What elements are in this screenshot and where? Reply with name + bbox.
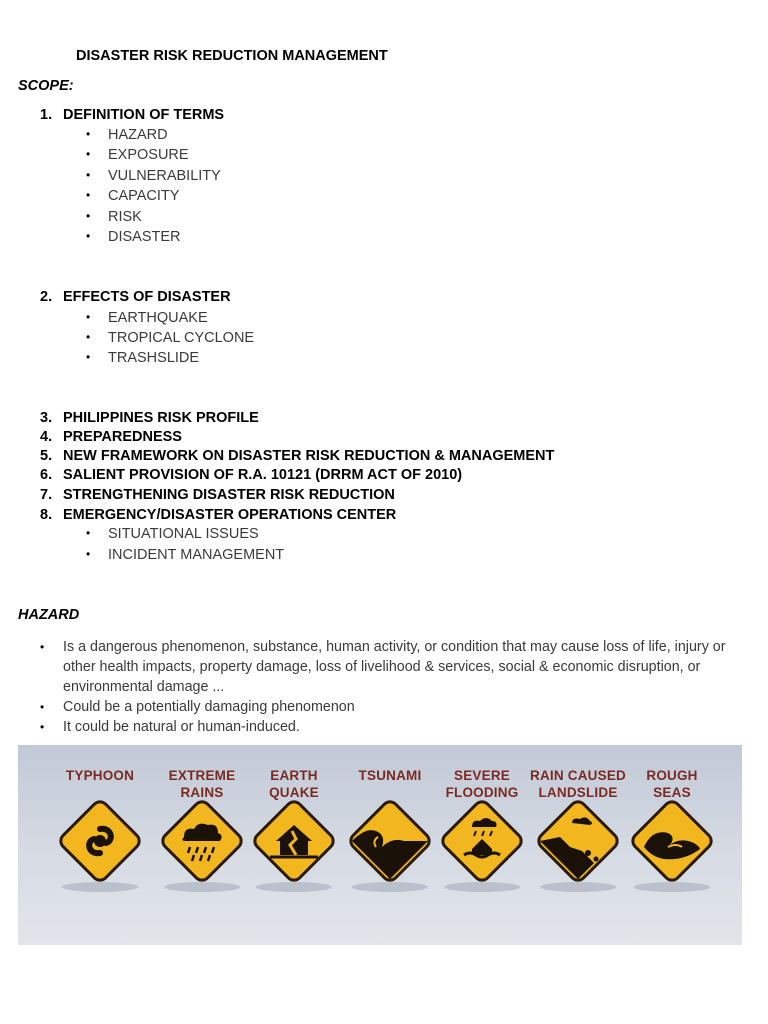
item-number: 6. [40,467,53,483]
scope-heading: SCOPE: [18,78,74,94]
bullet-icon: • [86,526,91,540]
sign-label: ROUGH SEAS [646,768,698,800]
scope-item [40,507,396,523]
hazard-sign [530,745,626,945]
list-item-label: TRASHSLIDE [108,350,200,366]
sign-label: EARTH QUAKE [269,768,319,800]
list-item [86,147,189,163]
item-label: EFFECTS OF DISASTER [63,289,231,305]
list-item [86,526,259,542]
item-number: 1. [40,107,53,123]
hazard-definition-list [40,637,752,737]
rough-seas-icon [624,797,720,893]
list-item [40,697,752,717]
hazard-sign [246,745,342,945]
list-item [86,350,199,366]
bullet-icon: • [40,640,45,654]
list-item [86,168,221,184]
list-item [86,547,284,563]
list-item [86,310,208,326]
list-item [40,717,752,737]
list-item-label: VULNERABILITY [108,168,221,184]
landslide-icon [530,797,626,893]
list-item-label: CAPACITY [108,188,180,204]
bullet-icon: • [86,168,91,182]
bullet-icon: • [86,188,91,202]
list-item-label: EXPOSURE [108,147,189,163]
scope-item [40,107,224,123]
list-item [86,127,168,143]
page-title: DISASTER RISK REDUCTION MANAGEMENT [76,48,388,64]
list-item-label: DISASTER [108,229,181,245]
list-item-label: TROPICAL CYCLONE [108,330,255,346]
sign-label: TYPHOON [65,768,135,783]
item-number: 2. [40,289,53,305]
sign-label: RAIN CAUSED LANDSLIDE [530,768,626,800]
item-label: PREPAREDNESS [63,429,182,445]
list-item-label: SITUATIONAL ISSUES [108,526,259,542]
hazard-sign [342,745,438,945]
bullet-icon: • [86,147,91,161]
list-item-label: HAZARD [108,127,168,143]
scope-item [40,487,395,503]
list-item-label: Is a dangerous phenomenon, substance, human activity, or condition that may cause loss of life, injury or other health impacts, property damage, loss of livelihood & services, social & economic disruption, or environmental damage ... [63,639,726,695]
flooding-icon [434,797,530,893]
list-item [40,637,752,697]
sign-label: EXTREME RAINS [168,768,236,800]
hazard-sign [154,745,250,945]
item-number: 5. [40,448,53,464]
scope-item [40,429,182,445]
bullet-icon: • [86,330,91,344]
typhoon-icon [52,797,148,893]
bullet-icon: • [86,209,91,223]
list-item-label: It could be natural or human-induced. [63,719,300,735]
list-item [86,330,254,346]
item-label: STRENGTHENING DISASTER RISK REDUCTION [63,487,395,503]
bullet-icon: • [86,310,91,324]
hazard-sign [624,745,720,945]
item-number: 7. [40,487,53,503]
bullet-icon: • [86,547,91,561]
item-label: NEW FRAMEWORK ON DISASTER RISK REDUCTION & MANAGEMENT [63,448,555,464]
item-number: 4. [40,429,53,445]
hazard-sign [52,745,148,945]
bullet-icon: • [86,127,91,141]
hazard-sign [434,745,530,945]
bullet-icon: • [40,720,45,734]
item-label: SALIENT PROVISION OF R.A. 10121 (DRRM ACT OF 2010) [63,467,463,483]
earthquake-icon [246,797,342,893]
item-label: PHILIPPINES RISK PROFILE [63,410,259,426]
scope-item [40,289,231,305]
item-number: 8. [40,507,53,523]
sign-label: SEVERE FLOODING [445,768,519,800]
list-item [86,209,142,225]
hazard-signs-image [18,745,742,945]
list-item-label: EARTHQUAKE [108,310,208,326]
bullet-icon: • [86,229,91,243]
sign-label: TSUNAMI [358,768,422,783]
bullet-icon: • [86,350,91,364]
item-label: EMERGENCY/DISASTER OPERATIONS CENTER [63,507,397,523]
list-item [86,188,179,204]
tsunami-icon [342,797,438,893]
extreme-rains-icon [154,797,250,893]
list-item [86,229,181,245]
list-item-label: RISK [108,209,142,225]
list-item-label: INCIDENT MANAGEMENT [108,547,285,563]
hazard-heading: HAZARD [18,607,80,623]
list-item-label: Could be a potentially damaging phenomenon [63,699,355,715]
scope-item [40,448,554,464]
item-label: DEFINITION OF TERMS [63,107,225,123]
item-number: 3. [40,410,53,426]
bullet-icon: • [40,700,45,714]
scope-item [40,467,462,483]
scope-item [40,410,259,426]
